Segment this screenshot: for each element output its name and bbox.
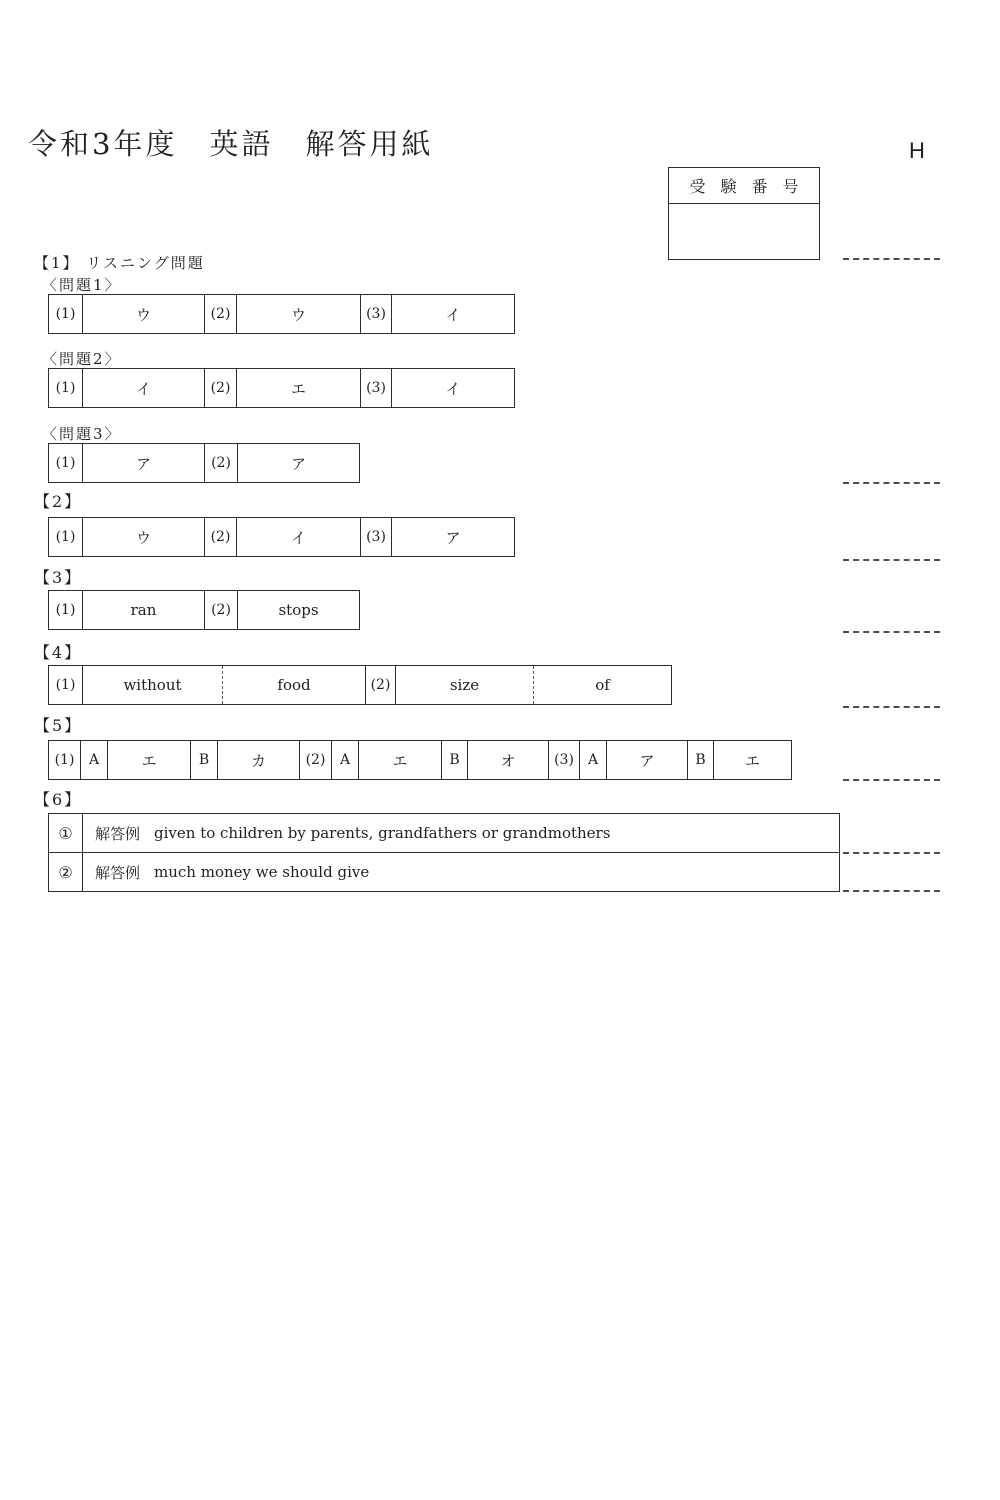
sub-label-b: B — [687, 741, 713, 779]
examinee-number-box — [668, 167, 820, 260]
table-row — [49, 852, 839, 891]
q1-answer-table — [48, 294, 515, 334]
dashed-guide-line — [843, 482, 940, 484]
q3-answer-table — [48, 443, 360, 483]
section-3-answer-table — [48, 590, 360, 630]
answer-no: (1) — [55, 380, 76, 396]
dashed-guide-line — [843, 852, 940, 854]
answer-cell-a: エ — [107, 741, 190, 779]
section-1-heading: 【1】 リスニング問題 — [34, 254, 205, 272]
answer-cell: ア — [391, 518, 514, 556]
section-2-heading: 【2】 — [34, 492, 83, 511]
examinee-number-label: 受験番号 — [669, 168, 819, 204]
page-letter-mark: H — [909, 138, 925, 163]
table-row — [49, 814, 839, 852]
answer-cell: エ — [236, 369, 360, 407]
answer-no: (2) — [365, 666, 395, 704]
sample-answer-text: much money we should give — [154, 863, 370, 881]
answer-cell: イ — [391, 295, 514, 333]
answer-cell: ran — [82, 591, 204, 629]
answer-no: (1) — [54, 752, 75, 768]
dashed-guide-line — [843, 631, 940, 633]
answer-cell — [83, 814, 839, 852]
section-6-answer-table — [48, 813, 840, 892]
sample-answer-label: 解答例 — [95, 863, 141, 882]
sample-answer-label: 解答例 — [95, 824, 141, 843]
section-5-answer-table — [48, 740, 792, 780]
answer-no: (3) — [360, 518, 391, 556]
dashed-guide-line — [843, 890, 940, 892]
sub-label-a: A — [331, 741, 358, 779]
answer-cell: of — [533, 666, 671, 704]
answer-no: (1) — [55, 455, 76, 471]
dashed-guide-line — [843, 779, 940, 781]
q1-label: 〈問題1〉 — [42, 276, 122, 294]
answer-cell: イ — [236, 518, 360, 556]
answer-no: (1) — [55, 306, 76, 322]
dashed-guide-line — [843, 706, 940, 708]
answer-cell: ア — [82, 444, 204, 482]
examinee-number-field — [669, 204, 819, 259]
answer-cell: イ — [82, 369, 204, 407]
section-3-heading: 【3】 — [34, 568, 83, 587]
sub-label-a: A — [80, 741, 107, 779]
answer-cell: without — [82, 666, 222, 704]
sub-label-a: A — [579, 741, 606, 779]
answer-no: (1) — [55, 677, 76, 693]
q2-label: 〈問題2〉 — [42, 350, 122, 368]
answer-cell-a: ア — [606, 741, 687, 779]
answer-cell: stops — [237, 591, 359, 629]
answer-cell: size — [395, 666, 533, 704]
page-title: 令和3年度 英語 解答用紙 — [28, 127, 434, 161]
answer-cell: food — [222, 666, 365, 704]
q2-answer-table — [48, 368, 515, 408]
answer-no: (3) — [360, 295, 391, 333]
answer-no: (3) — [548, 741, 579, 779]
answer-no: (2) — [204, 518, 236, 556]
answer-cell: ウ — [82, 295, 204, 333]
answer-no: ① — [49, 814, 83, 852]
answer-cell-a: エ — [358, 741, 441, 779]
section-2-answer-table — [48, 517, 515, 557]
answer-cell: イ — [391, 369, 514, 407]
answer-cell: ウ — [236, 295, 360, 333]
answer-no: (2) — [204, 591, 237, 629]
section-5-heading: 【5】 — [34, 716, 83, 735]
section-4-heading: 【4】 — [34, 643, 83, 662]
q3-label: 〈問題3〉 — [42, 425, 122, 443]
dashed-guide-line — [843, 559, 940, 561]
answer-cell-b: カ — [217, 741, 299, 779]
section-4-answer-table — [48, 665, 672, 705]
answer-no: (1) — [55, 602, 76, 618]
sub-label-b: B — [190, 741, 217, 779]
answer-no: (1) — [55, 529, 76, 545]
answer-no: (2) — [299, 741, 331, 779]
answer-no: (2) — [204, 369, 236, 407]
answer-no: (2) — [204, 295, 236, 333]
section-6-heading: 【6】 — [34, 790, 83, 809]
answer-no: (3) — [360, 369, 391, 407]
answer-cell-b: エ — [713, 741, 791, 779]
sub-label-b: B — [441, 741, 467, 779]
answer-cell: ウ — [82, 518, 204, 556]
dashed-guide-line — [843, 258, 940, 260]
answer-cell-b: オ — [467, 741, 548, 779]
answer-cell — [83, 853, 839, 891]
answer-cell: ア — [237, 444, 359, 482]
sample-answer-text: given to children by parents, grandfathers or grandmothers — [154, 824, 611, 842]
answer-no: (2) — [204, 444, 237, 482]
answer-no: ② — [49, 853, 83, 891]
